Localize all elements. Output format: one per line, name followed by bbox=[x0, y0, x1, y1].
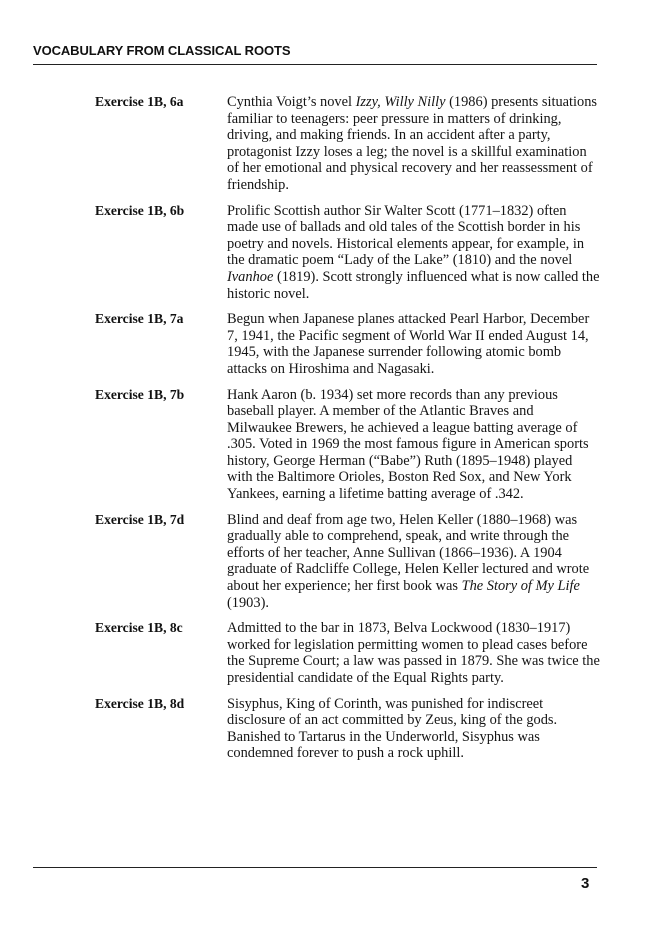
exercise-notes bbox=[95, 94, 601, 771]
exercise-note bbox=[227, 94, 601, 194]
note-text: Prolific Scottish author Sir Walter Scott (1771–1832) often made use of ballads and old tales of the Scottish border in his poetry and novels. Historical elements appear, for example, in the dramatic poem “Lady of the Lake” (1810) and the novel bbox=[227, 202, 585, 269]
exercise-note bbox=[227, 512, 601, 612]
note-text: Blind and deaf from age two, Helen Keller (1880–1968) was gradually able to comprehend, speak, and write through the efforts of her teacher, Anne Sullivan (1866–1936). A 1904 graduate of Radcliffe College, Helen Keller lectured and wrote about her experience; her first book was bbox=[227, 511, 590, 595]
book-title: The Story of My Life bbox=[461, 578, 580, 595]
exercise-note bbox=[227, 387, 601, 503]
exercise-label: Exercise 1B, 7d bbox=[95, 511, 185, 527]
note-text: Begun when Japanese planes attacked Pearl Harbor, December 7, 1941, the Pacific segment of World War II ended August 14, 1945, with the Japanese surrender following atomic bomb attacks on Hiroshima and Nagasaki. bbox=[227, 311, 590, 377]
exercise-label: Exercise 1B, 6a bbox=[95, 94, 184, 109]
note-text: Sisyphus, King of Corinth, was punished for indiscreet disclosure of an act committed by Zeus, king of the gods. Banished to Tartarus in the Underworld, Sisyphus was condemned forever to push a rock uphill. bbox=[227, 695, 558, 762]
note-text: Cynthia Voigt’s novel bbox=[227, 94, 356, 110]
exercise-note bbox=[227, 203, 601, 303]
exercise-label: Exercise 1B, 7b bbox=[95, 386, 185, 402]
header-rule bbox=[33, 64, 597, 65]
exercise-entry bbox=[95, 311, 601, 377]
running-head: VOCABULARY FROM CLASSICAL ROOTS bbox=[33, 43, 291, 58]
exercise-note bbox=[227, 696, 601, 762]
note-text: (1903). bbox=[227, 594, 269, 611]
footer-rule bbox=[33, 867, 597, 868]
exercise-entry bbox=[95, 696, 601, 762]
note-text: (1819). Scott strongly influenced what is now called the historic novel. bbox=[227, 268, 600, 302]
exercise-label: Exercise 1B, 8d bbox=[95, 695, 185, 711]
exercise-note bbox=[227, 311, 601, 377]
exercise-note bbox=[227, 620, 601, 686]
note-text: Admitted to the bar in 1873, Belva Lockwood (1830–1917) worked for legislation permitting women to plead cases before the Supreme Court; a law was passed in 1879. She was twice the presidential candidate of the Equal Rights party. bbox=[227, 620, 600, 686]
exercise-label: Exercise 1B, 6b bbox=[95, 202, 185, 218]
exercise-entry bbox=[95, 387, 601, 503]
exercise-entry bbox=[95, 203, 601, 303]
note-text: (1986) presents situations familiar to teenagers: peer pressure in matters of drinking, driving, and making friends. In an accident after a party, protagonist Izzy loses a leg; the novel is a skillful examination of her emotional and physical recovery and her reassessment of friendship. bbox=[227, 94, 598, 193]
note-text: Hank Aaron (b. 1934) set more records than any previous baseball player. A member of the Atlantic Braves and Milwaukee Brewers, he achieved a league batting average of .305. Voted in 1969 the most famous figure in American sports history, George Herman (“Babe”) Ruth (1895–1948) played with the Baltimore Orioles, Boston Red Sox, and New York Yankees, earning a lifetime batting average of .342. bbox=[227, 386, 589, 503]
book-title: Ivanhoe bbox=[227, 268, 274, 285]
page-number: 3 bbox=[581, 875, 590, 892]
exercise-entry bbox=[95, 620, 601, 686]
book-title: Izzy, Willy Nilly bbox=[355, 94, 446, 110]
exercise-label: Exercise 1B, 7a bbox=[95, 311, 184, 327]
exercise-entry bbox=[95, 94, 601, 194]
exercise-entry bbox=[95, 512, 601, 612]
exercise-label: Exercise 1B, 8c bbox=[95, 620, 183, 636]
